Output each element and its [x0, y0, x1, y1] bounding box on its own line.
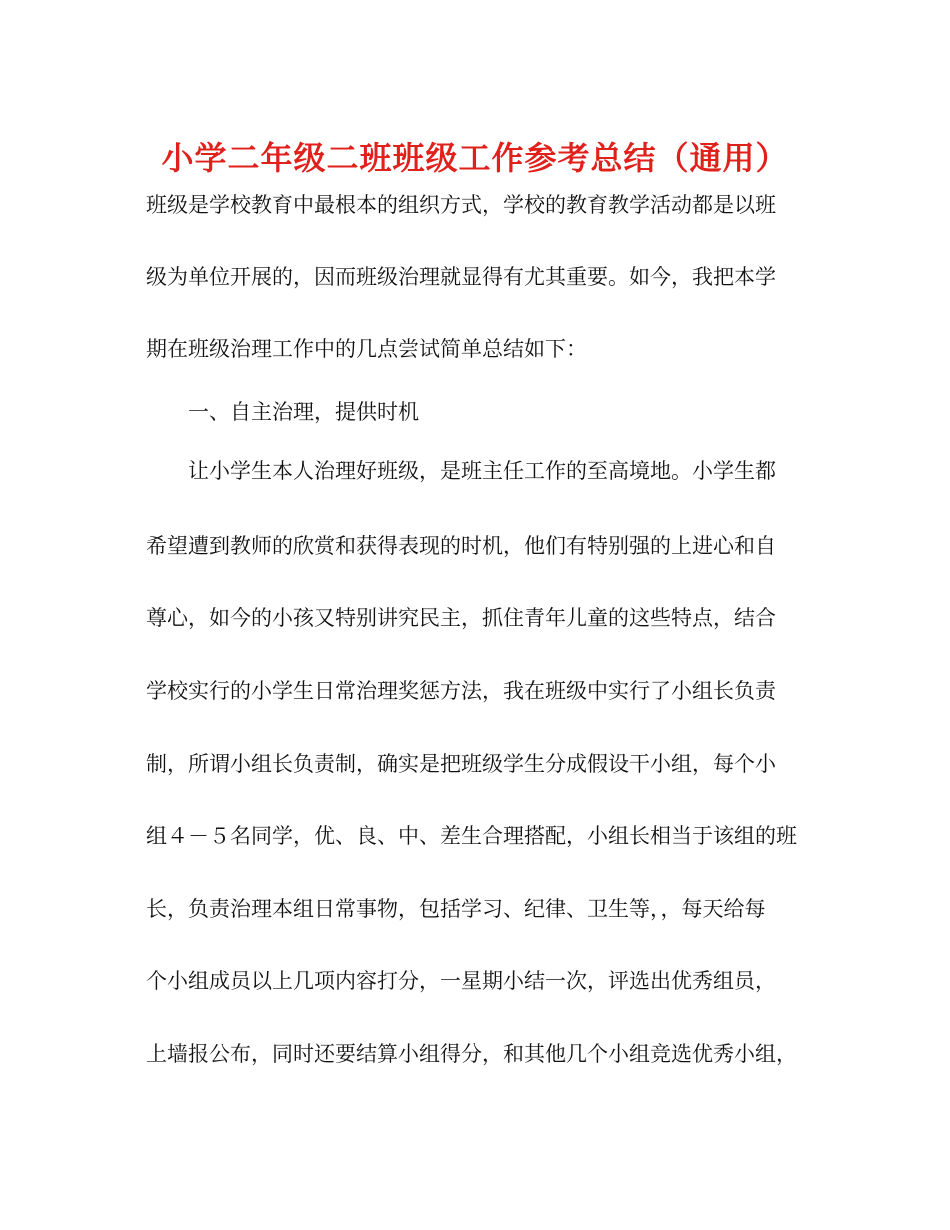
- paragraph-line: 期在班级治理工作中的几点尝试简单总结如下：: [146, 337, 587, 361]
- paragraph-line: 尊心，如今的小孩又特别讲究民主，抓住青年儿童的这些特点，结合: [146, 606, 776, 630]
- paragraph-line: 希望遭到教师的欣赏和获得表现的时机，他们有特别强的上进心和自: [146, 534, 776, 558]
- document-title: 小学二年级二班班级工作参考总结（通用）: [161, 139, 789, 177]
- paragraph-line: 级为单位开展的，因而班级治理就显得有尤其重要。如今，我把本学: [146, 265, 776, 289]
- paragraph-line: 组４－５名同学，优、良、中、差生合理搭配，小组长相当于该组的班: [146, 824, 797, 848]
- paragraph-line: 班级是学校教育中最根本的组织方式，学校的教育教学活动都是以班: [146, 193, 776, 217]
- paragraph-line: 让小学生本人治理好班级，是班主任工作的至高境地。小学生都: [188, 459, 776, 483]
- paragraph-line: 上墙报公布，同时还要结算小组得分，和其他几个小组竞选优秀小组，: [146, 1042, 797, 1066]
- paragraph-line: 长，负责治理本组日常事物，包括学习、纪律、卫生等，，每天给每: [146, 897, 766, 921]
- section-heading: 一、自主治理，提供时机: [188, 400, 419, 424]
- paragraph-line: 学校实行的小学生日常治理奖惩方法，我在班级中实行了小组长负责: [146, 679, 776, 703]
- paragraph-line: 制，所谓小组长负责制，确实是把班级学生分成假设干小组，每个小: [146, 752, 776, 776]
- paragraph-line: 个小组成员以上几项内容打分，一星期小结一次，评选出优秀组员，: [146, 969, 776, 993]
